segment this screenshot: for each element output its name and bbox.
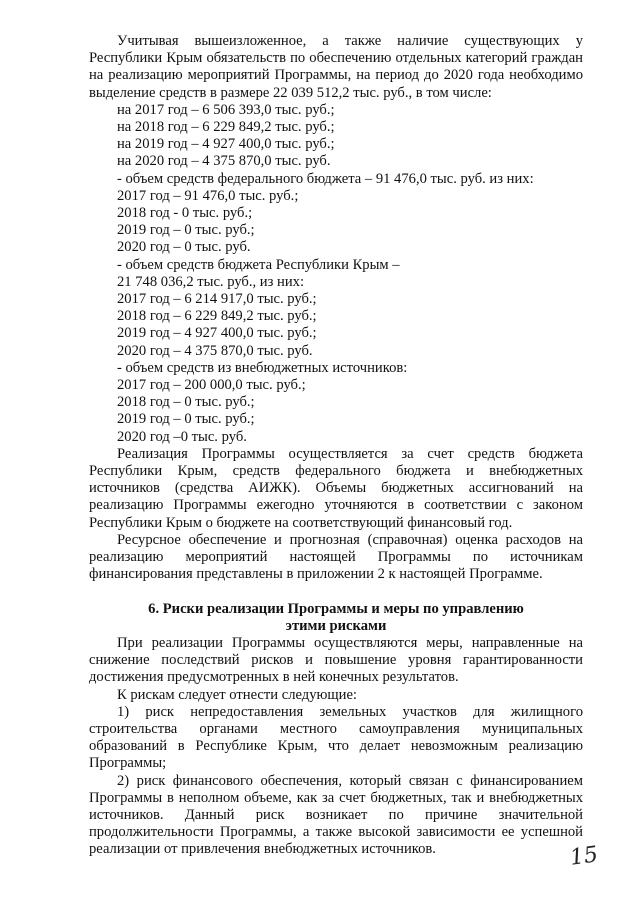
crimea-year-2020: 2020 год – 4 375 870,0 тыс. руб. (117, 342, 313, 359)
total-year-2019: на 2019 год – 4 927 400,0 тыс. руб.; (117, 136, 335, 153)
risks-lead: К рискам следует отнести следующие: (117, 686, 357, 703)
extra-header: - объем средств из внебюджетных источников: (117, 359, 408, 376)
total-year-2018: на 2018 год – 6 229 849,2 тыс. руб.; (117, 119, 335, 136)
intro-paragraph: Учитывая вышеизложенное, а также наличие существующих у Республики Крым обязательств по обеспечению отдельных категорий граждан на реализацию мероприятий Программы, на период до 2020 года необходимо выделение средств в размере 22 039 512,2 тыс. руб., в том числе: (89, 33, 583, 101)
federal-header: - объем средств федерального бюджета – 91 476,0 тыс. руб. из них: (117, 170, 534, 187)
resource-paragraph: Ресурсное обеспечение и прогнозная (справочная) оценка расходов на реализацию мероприятий настоящей Программы по источникам финансирования представлены в приложении 2 к настоящей Программе. (89, 531, 583, 583)
document-body (89, 33, 583, 859)
extra-year-2019: 2019 год – 0 тыс. руб.; (117, 411, 255, 428)
total-year-2017: на 2017 год – 6 506 393,0 тыс. руб.; (117, 101, 335, 118)
federal-year-2018: 2018 год - 0 тыс. руб.; (117, 205, 253, 222)
extra-year-2018: 2018 год – 0 тыс. руб.; (117, 394, 255, 411)
section-title-line-2: этими рисками (285, 617, 387, 634)
section-title-line-1: 6. Риски реализации Программы и меры по управлению (148, 600, 524, 617)
risk-1-paragraph: 1) риск непредоставления земельных участков для жилищного строительства органами местного самоуправления муниципальных образований в Республике Крым, что делает невозможным реализацию Программы; (89, 703, 583, 772)
extra-years-list (89, 377, 583, 446)
crimea-years-list (89, 291, 583, 360)
federal-year-2019: 2019 год – 0 тыс. руб.; (117, 222, 255, 239)
federal-years-list (89, 188, 583, 257)
federal-year-2020: 2020 год – 0 тыс. руб. (117, 239, 251, 256)
realization-paragraph: Реализация Программы осуществляется за счет средств бюджета Республики Крым, средств федерального бюджета и внебюджетных источников (средства АИЖК). Объемы бюджетных ассигнований на реализацию Программы ежегодно уточняются в соответствии с законом Республики Крым о бюджете на соответствующий финансовый год. (89, 445, 583, 531)
page-number: 15 (568, 842, 600, 871)
crimea-year-2019: 2019 год – 4 927 400,0 тыс. руб.; (117, 325, 317, 342)
total-year-2020: на 2020 год – 4 375 870,0 тыс. руб. (117, 153, 331, 170)
risk-2-paragraph: 2) риск финансового обеспечения, который связан с финансированием Программы в неполном объеме, как за счет бюджетных, так и внебюджетных источников. Данный риск возникает по причине значительной продолжительности Программы, а также высокой зависимости ее успешной реализации от привлечения внебюджетных источников. (89, 772, 583, 858)
risks-intro-paragraph: При реализации Программы осуществляются меры, направленные на снижение последствий рисков и повышение уровня гарантированности достижения предусмотренных в ней конечных результатов. (89, 634, 583, 686)
extra-year-2020: 2020 год –0 тыс. руб. (117, 428, 247, 445)
crimea-header: - объем средств бюджета Республики Крым – (117, 256, 400, 273)
crimea-year-2018: 2018 год – 6 229 849,2 тыс. руб.; (117, 308, 317, 325)
section-6-heading (89, 601, 583, 635)
federal-year-2017: 2017 год – 91 476,0 тыс. руб.; (117, 187, 299, 204)
total-years-list (89, 102, 583, 171)
crimea-total: 21 748 036,2 тыс. руб., из них: (117, 273, 304, 290)
crimea-year-2017: 2017 год – 6 214 917,0 тыс. руб.; (117, 291, 317, 308)
extra-year-2017: 2017 год – 200 000,0 тыс. руб.; (117, 377, 306, 394)
